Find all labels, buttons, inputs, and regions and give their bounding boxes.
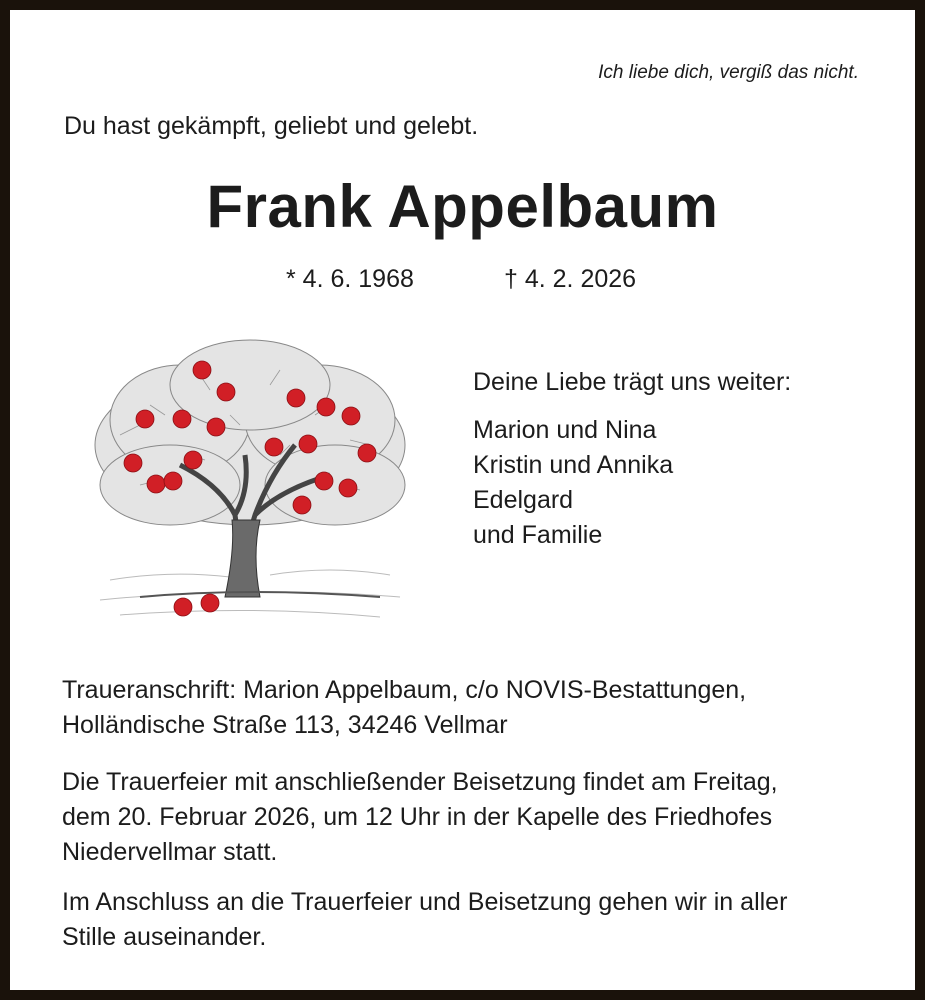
deceased-name: Frank Appelbaum bbox=[206, 173, 719, 240]
apple-icon bbox=[207, 418, 225, 436]
apple-icon bbox=[299, 435, 317, 453]
mourner-line: und Familie bbox=[473, 521, 603, 549]
apple-icon bbox=[315, 472, 333, 490]
closing-line: Im Anschluss an die Trauerfeier und Beisetzung gehen wir in aller bbox=[62, 888, 788, 916]
address-line: Traueranschrift: Marion Appelbaum, c/o NOVIS-Bestattungen, bbox=[62, 676, 747, 704]
apple-icon bbox=[217, 383, 235, 401]
ceremony-line: dem 20. Februar 2026, um 12 Uhr in der Kapelle des Friedhofes bbox=[62, 803, 773, 831]
apple-icon bbox=[164, 472, 182, 490]
death-date: † 4. 2. 2026 bbox=[504, 265, 637, 293]
apple-icon bbox=[287, 389, 305, 407]
apple-icon bbox=[147, 475, 165, 493]
apple-icon bbox=[201, 594, 219, 612]
apple-icon bbox=[358, 444, 376, 462]
mourner-line: Marion und Nina bbox=[473, 416, 657, 444]
closing-line: Stille auseinander. bbox=[62, 923, 267, 951]
ceremony-line: Die Trauerfeier mit anschließender Beisetzung findet am Freitag, bbox=[62, 768, 778, 796]
apple-icon bbox=[265, 438, 283, 456]
mourner-line: Kristin und Annika bbox=[473, 451, 674, 479]
apple-icon bbox=[339, 479, 357, 497]
address-line: Holländische Straße 113, 34246 Vellmar bbox=[62, 711, 508, 739]
apple-icon bbox=[184, 451, 202, 469]
apple-icon bbox=[193, 361, 211, 379]
mourners-heading: Deine Liebe trägt uns weiter: bbox=[473, 368, 792, 396]
apple-icon bbox=[136, 410, 154, 428]
mourner-line: Edelgard bbox=[473, 486, 574, 514]
ceremony-line: Niedervellmar statt. bbox=[62, 838, 278, 866]
apple-tree-illustration bbox=[80, 325, 420, 635]
apple-icon bbox=[342, 407, 360, 425]
apple-icon bbox=[293, 496, 311, 514]
apple-icon bbox=[173, 410, 191, 428]
apple-icon bbox=[174, 598, 192, 616]
intro-line: Du hast gekämpft, geliebt und gelebt. bbox=[64, 112, 479, 140]
apple-icon bbox=[317, 398, 335, 416]
apple-icon bbox=[124, 454, 142, 472]
motto: Ich liebe dich, vergiß das nicht. bbox=[598, 62, 859, 83]
birth-date: * 4. 6. 1968 bbox=[286, 265, 414, 293]
